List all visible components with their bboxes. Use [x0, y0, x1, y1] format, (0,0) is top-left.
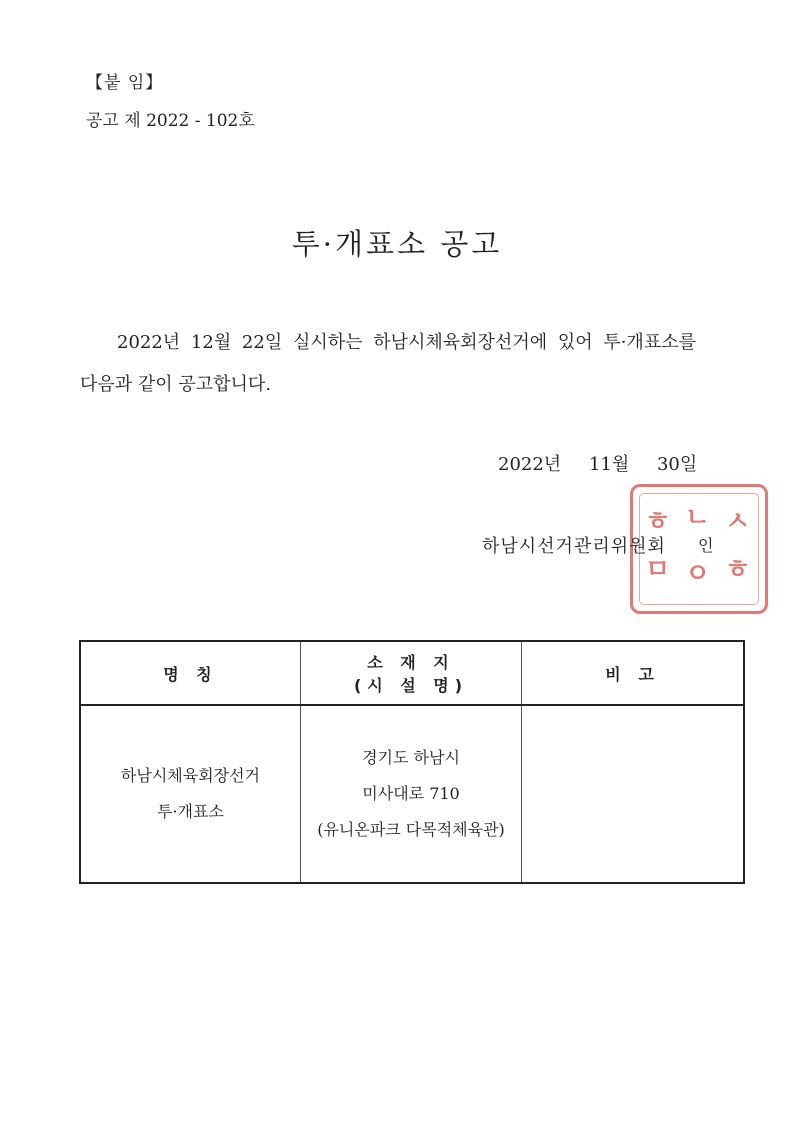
venue-table	[79, 640, 745, 884]
date-month: 11월	[588, 454, 630, 475]
table-header-row	[80, 641, 744, 705]
attachment-label: 【붙 임】	[86, 73, 164, 93]
body-text-line-1: 2022년 12월 22일 실시하는 하남시체육회장선거에 있어 투·개표소를	[117, 332, 696, 353]
seal-glyph: ㄴ	[685, 503, 711, 533]
seal-glyph: ㅁ	[645, 555, 671, 585]
header-name: 명 칭	[80, 641, 300, 705]
address-line1: 경기도 하남시	[362, 748, 460, 767]
cell-location	[300, 705, 521, 883]
seal-mark: 인	[698, 536, 714, 555]
page-title: 투·개표소 공고	[291, 227, 503, 261]
body-text-line-2: 다음과 같이 공고합니다.	[80, 374, 272, 395]
seal-glyph: ㅇ	[685, 559, 711, 589]
date-year: 2022년	[498, 454, 562, 475]
seal-glyph: ㅅ	[725, 507, 751, 537]
notice-date	[498, 450, 697, 476]
header-remarks: 비 고	[522, 641, 744, 705]
header-location	[300, 641, 521, 705]
name-line2: 투·개표소	[157, 802, 224, 821]
date-day: 30일	[656, 454, 698, 475]
cell-name	[80, 705, 300, 883]
header-location-line2: (시 설 명)	[353, 676, 469, 695]
address-line3: (유니온파크 다목적체육관)	[317, 820, 505, 839]
table-row	[80, 705, 744, 883]
cell-remarks	[522, 705, 744, 883]
committee-name: 하남시선거관리위원회	[482, 536, 666, 557]
seal-glyph: ㅎ	[645, 507, 671, 537]
name-line1: 하남시체육회장선거	[120, 766, 261, 785]
header-location-line1: 소 재 지	[367, 653, 455, 672]
address-line2: 미사대로 710	[362, 784, 460, 803]
notice-number: 공고 제 2022 - 102호	[86, 111, 255, 131]
seal-glyph: ㅎ	[725, 555, 751, 585]
